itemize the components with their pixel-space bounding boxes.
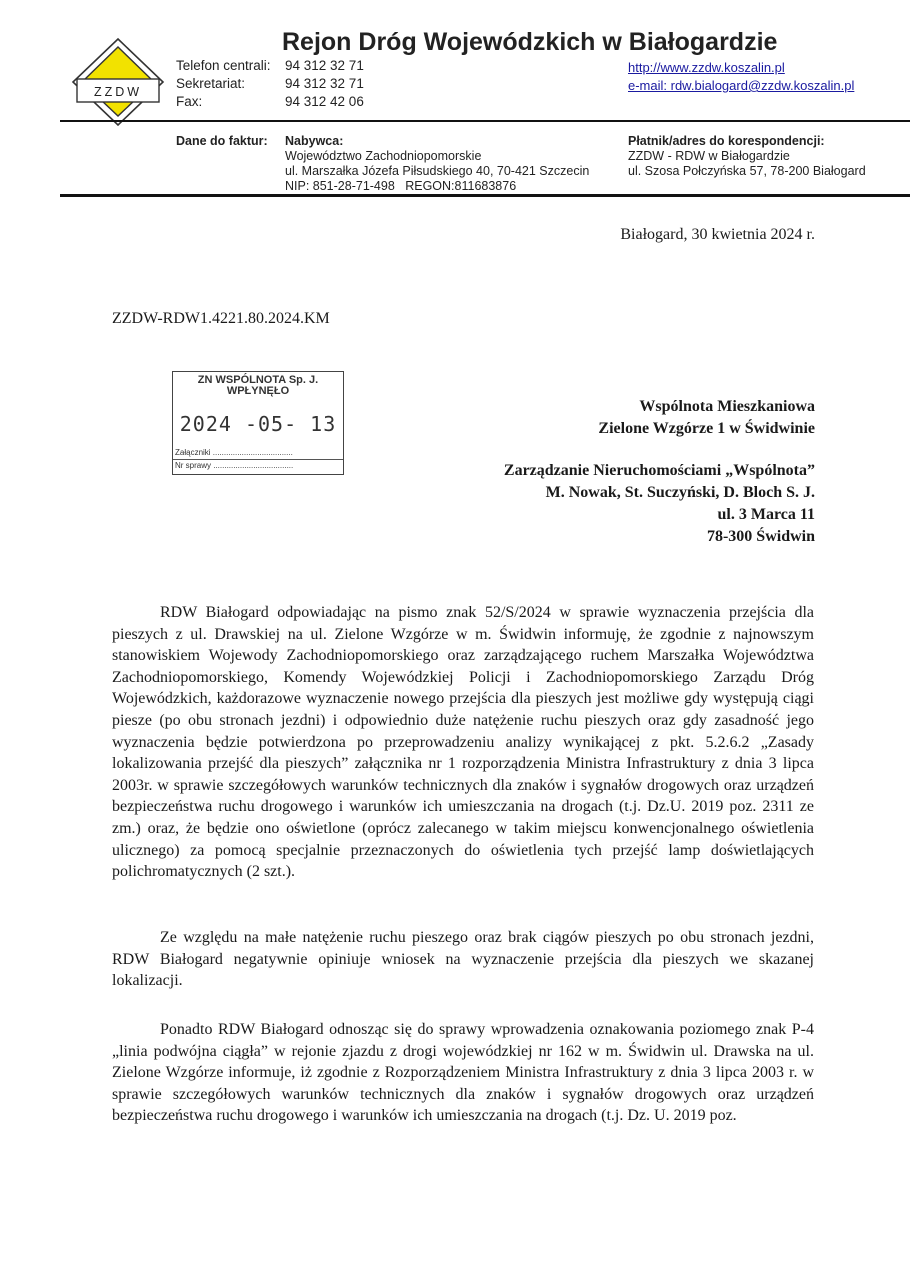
phone-label: Telefon centrali:	[176, 58, 271, 73]
stamp-company: ZN WSPÓLNOTA Sp. J.	[197, 374, 319, 386]
header-divider	[60, 120, 910, 122]
addressee-line: Zarządzanie Nieruchomościami „Wspólnota”	[503, 462, 815, 479]
buyer-line: Województwo Zachodniopomorskie	[285, 149, 482, 163]
invoice-label: Dane do faktur:	[176, 134, 268, 148]
recipient-line: Zielone Wzgórze 1 w Świdwinie	[598, 420, 815, 437]
payer-block	[628, 134, 866, 179]
addressee-line: M. Nowak, St. Suczyński, D. Bloch S. J.	[545, 484, 815, 501]
body-paragraph: RDW Białogard odpowiadając na pismo znak 52/S/2024 w sprawie wyznaczenia przejścia dla pieszych z ul. Drawskiej na ul. Zielone Wzgórze w m. Świdwin informuję, że zgodnie z najnowszym stanowiskiem Wojewody Zachodniopomorskiego oraz zarządzającego ruchem Marszałka Województwa Zachodniopomorskiego, Komendy Wojewódzkiej Policji i Zachodniopomorskiego Zarządu Dróg Wojewódzkich, każdorazowe wyznaczenie nowego przejścia dla pieszych jest możliwe gdy występują ciągi piesze (po obu stronach jezdni) i odpowiednio duże natężenie ruchu pieszych oraz gdy zasadność jego wyznaczenia będzie potwierdzona po przeprowadzeniu analizy wynikającej z pkt. 5.2.6.2 „Zasady lokalizowania przejść dla pieszych” załącznika nr 1 rozporządzenia Ministra Infrastruktury z dnia 3 lipca 2003r. w sprawie szczegółowych warunków technicznych dla znaków i sygnałów drogowych oraz urządzeń bezpieczeństwa ruchu drogowego i warunków ich umieszczania na drogach (t.j. Dz.U. 2019 poz. 2311 ze zm.) oraz, że będzie ono oświetlone (oprócz zalecanego w takim miejscu konwencjonalnego oświetlenia ulicznego) za pomocą specjalnie przeznaczonych do oświetlenia tych przejść lamp doświetlających polichromatycznych (2 szt.).	[112, 604, 814, 881]
addressee-line: 78-300 Świdwin	[706, 528, 815, 545]
buyer-line: ul. Marszałka Józefa Piłsudskiego 40, 70-421 Szczecin	[285, 164, 590, 178]
recipient-block	[598, 396, 815, 440]
invoice-divider	[60, 194, 910, 197]
email-link[interactable]: e-mail: rdw.bialogard@zzdw.koszalin.pl	[628, 78, 855, 93]
recipient-line: Wspólnota Mieszkaniowa	[639, 398, 815, 415]
letter-date: Białogard, 30 kwietnia 2024 r.	[620, 226, 815, 243]
addressee-line: ul. 3 Marca 11	[717, 506, 815, 523]
body-paragraph: Ponadto RDW Białogard odnosząc się do sprawy wprowadzenia oznakowania poziomego znak P-4 „linia podwójna ciągła” w rejonie zjazdu z drogi wojewódzkiej nr 162 w m. Świdwin ul. Drawska na ul. Zielone Wzgórze informuje, iż zgodnie z Rozporządzeniem Ministra Infrastruktury z dnia 3 lipca 2003 r. w sprawie szczegółowych warunków technicznych dla znaków i sygnałów drogowych oraz urządzeń bezpieczeństwa ruchu drogowego i warunków ich umieszczania na drogach (t.j. Dz. U. 2019 poz.	[112, 1021, 814, 1125]
stamp-date: 2024 -05- 13	[179, 412, 337, 436]
fax-label: Fax:	[176, 94, 203, 109]
payer-line: ul. Szosa Połczyńska 57, 78-200 Białogard	[628, 164, 866, 178]
fax-value: 94 312 42 06	[285, 94, 364, 109]
buyer-heading: Nabywca:	[285, 134, 344, 148]
stamp-divider	[173, 459, 343, 460]
addressee-block	[504, 460, 815, 548]
stamp-received: WPŁYNĘŁO	[226, 385, 290, 397]
stamp-case-number: Nr sprawy ....................................	[175, 461, 294, 470]
payer-heading: Płatnik/adres do korespondencji:	[628, 134, 825, 148]
reference-number: ZZDW-RDW1.4221.80.2024.KM	[112, 310, 330, 327]
website-link[interactable]: http://www.zzdw.koszalin.pl	[628, 60, 785, 75]
received-stamp	[172, 371, 344, 475]
svg-text:ZZDW: ZZDW	[93, 85, 143, 99]
body-paragraph: Ze względu na małe natężenie ruchu pieszego oraz brak ciągów pieszych po obu stronach jezdni, RDW Białogard negatywnie opiniuje wniosek na wyznaczenie przejścia dla pieszych we skazanej lokalizacji.	[112, 929, 814, 990]
office-title: Rejon Dróg Wojewódzkich w Białogardzie	[282, 28, 778, 56]
secretariat-value: 94 312 32 71	[285, 76, 364, 91]
buyer-block	[285, 134, 589, 194]
payer-line: ZZDW - RDW w Białogardzie	[628, 149, 790, 163]
stamp-attachments: Załączniki ....................................	[175, 448, 293, 457]
buyer-line: NIP: 851-28-71-498 REGON:811683876	[285, 179, 517, 193]
zzdw-logo	[70, 36, 166, 126]
secretariat-label: Sekretariat:	[176, 76, 246, 91]
phone-value: 94 312 32 71	[285, 58, 364, 73]
